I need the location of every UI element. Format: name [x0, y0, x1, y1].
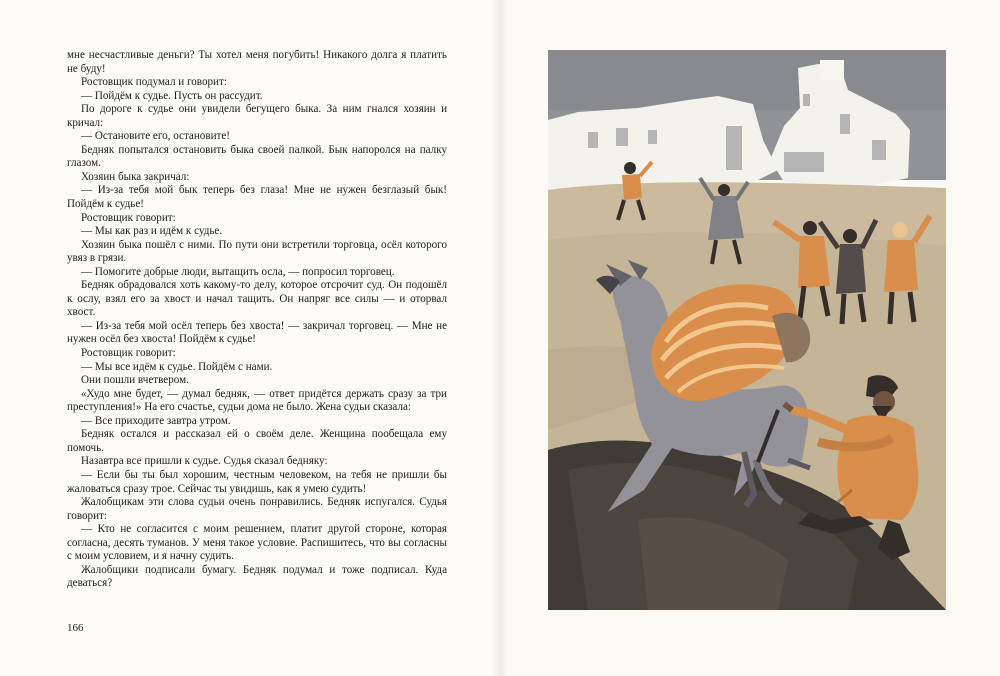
paragraph: Бедняк обрадовался хоть какому-то делу, которое отсрочит суд. Он подошёл к ослу, взял его за хвост и начал тащить. Он напряг все силы — и оторвал хвост.	[67, 279, 447, 319]
paragraph: Ростовщик говорит:	[81, 211, 176, 224]
paragraph: Жалобщики подписали бумагу. Бедняк подумал и тоже подписал. Куда деваться?	[67, 563, 447, 590]
paragraph: Жалобщикам эти слова судьи очень понравились. Бедняк испугался. Судья говорит:	[67, 496, 447, 522]
paragraph: Они пошли вчетвером.	[81, 374, 189, 387]
paragraph: — Все приходите завтра утром.	[81, 414, 231, 427]
page-number: 166	[67, 622, 84, 634]
paragraph: — Помогите добрые люди, вытащить осла, — попросил торговец.	[81, 265, 395, 278]
paragraph: Хозяин быка закричал:	[81, 170, 190, 183]
paragraph: Ростовщик подумал и говорит:	[81, 76, 227, 89]
paragraph: «Худо мне будет, — думал бедняк, — ответ придётся держать сразу за три преступления!» На его счастье, судьи дома не было. Жена судьи сказала:	[67, 387, 447, 414]
paragraph: Бедняк остался и рассказал ей о своём деле. Женщина пообещала ему помочь.	[67, 428, 447, 454]
paragraph: По дороге к судье они увидели бегущего быка. За ним гнался хозяин и кричал:	[67, 103, 447, 129]
paragraph: Ростовщик говорит:	[81, 347, 176, 360]
paragraph: — Кто не согласится с моим решением, платит другой стороне, которая согласна, десять туманов. У меня такое условие. Распишитесь, что вы согласны с моим условием, и я начну судить.	[67, 523, 447, 563]
paragraph: Хозяин быка пошёл с ними. По пути они встретили торговца, осёл которого увяз в грязи.	[67, 238, 447, 265]
paragraph: Бедняк попытался остановить быка своей палкой. Бык напоролся на палку глазом.	[67, 143, 447, 170]
paragraph: — Из-за тебя мой бык теперь без глаза! Мне не нужен безглазый бык! Пойдём к судье!	[67, 184, 447, 211]
paragraph: мне несчастливые деньги? Ты хотел меня погубить! Никакого долга я платить не буду!	[67, 49, 447, 75]
paragraph: — Мы все идём к судье. Пойдём с нами.	[81, 360, 273, 373]
paragraph: — Пойдём к судье. Пусть он рассудит.	[81, 89, 263, 102]
text-block	[67, 49, 447, 591]
book-gutter	[492, 0, 508, 676]
illustration	[548, 50, 946, 610]
paragraph: — Мы как раз и идём к судье.	[81, 225, 223, 238]
paragraph: — Из-за тебя мой осёл теперь без хвоста! — закричал торговец. — Мне не нужен осёл без хвоста! Пойдём к судье!	[67, 319, 447, 346]
paragraph: Назавтра все пришли к судье. Судья сказал бедняку:	[81, 455, 328, 468]
paragraph: — Остановите его, остановите!	[81, 130, 230, 143]
paragraph: — Если бы ты был хорошим, честным человеком, на тебя не пришли бы жаловаться сразу трое. Сейчас ты увидишь, как я умею судить!	[67, 468, 447, 495]
